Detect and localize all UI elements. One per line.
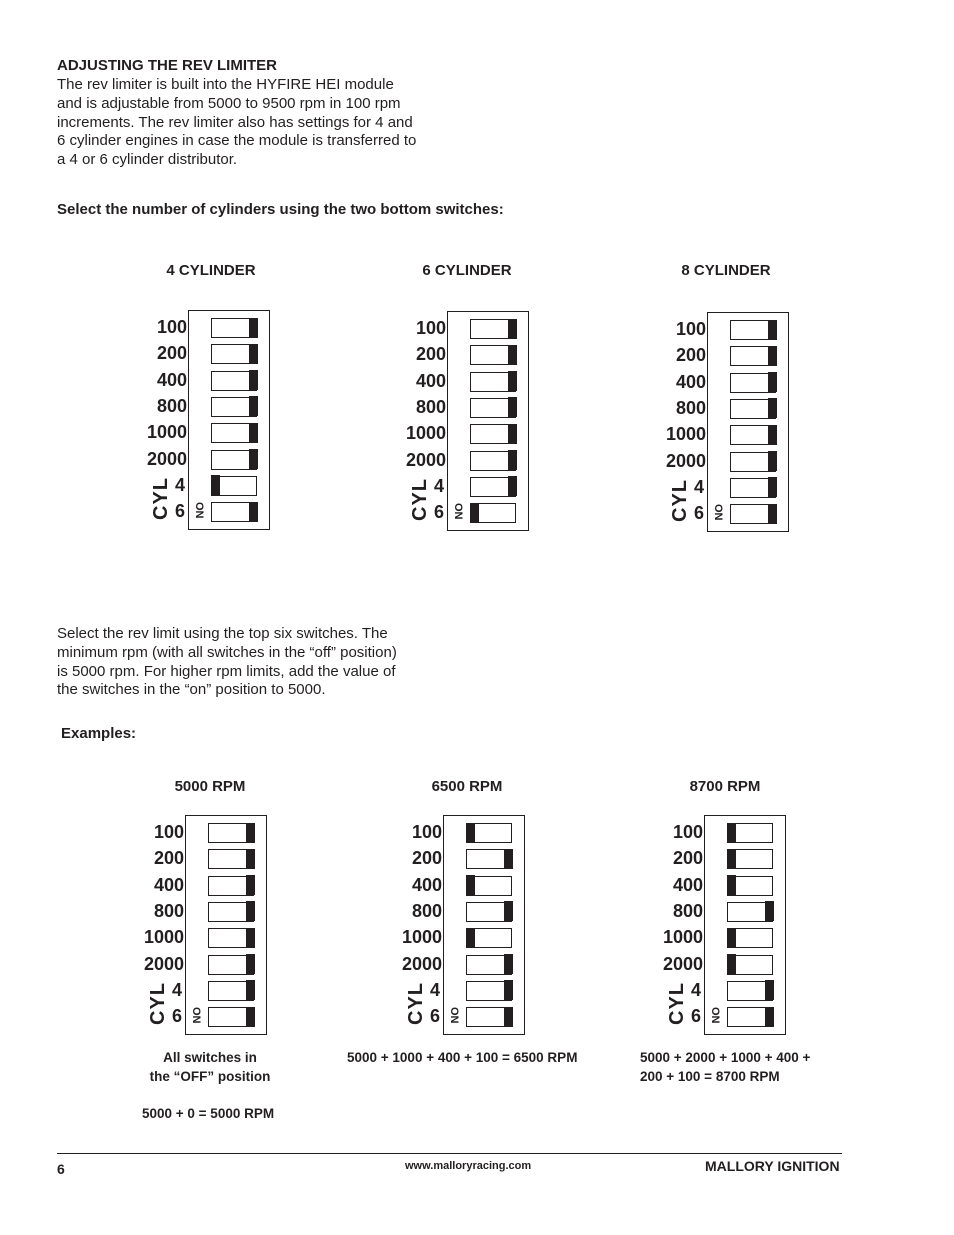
switch-value-label: 2000 (143, 953, 184, 974)
dip-switch[interactable] (466, 876, 512, 896)
dip-switch[interactable] (466, 849, 512, 869)
switch-value-label: 400 (156, 369, 187, 390)
switch-knob (508, 424, 517, 444)
dip-switch[interactable] (727, 1007, 773, 1027)
footer-brand: MALLORY IGNITION (705, 1158, 840, 1174)
switch-value-label: 2000 (146, 448, 187, 469)
dip-switch[interactable] (727, 876, 773, 896)
caption-line: the “OFF” position (149, 1069, 271, 1084)
switch-housing (704, 815, 786, 1035)
switch-knob (727, 928, 736, 948)
dip-switch[interactable] (470, 372, 516, 392)
cylinder-instruction: Select the number of cylinders using the two bottom switches: (57, 201, 504, 218)
switch-knob (470, 503, 479, 523)
switch-knob (768, 372, 777, 392)
switch-knob (768, 346, 777, 366)
cyl-label: CYL (409, 478, 431, 521)
cyl-label: CYL (147, 982, 169, 1025)
dip-switch[interactable] (211, 318, 257, 338)
switch-knob (768, 398, 777, 418)
switch-knob (249, 344, 258, 364)
switch-knob (768, 425, 777, 445)
switch-knob (508, 450, 517, 470)
switch-housing (188, 310, 270, 530)
section-title: ADJUSTING THE REV LIMITER (57, 57, 278, 74)
switch-knob (249, 423, 258, 443)
switch-knob (768, 320, 777, 340)
caption (347, 1048, 577, 1067)
switch-value-label: 2000 (665, 450, 706, 471)
switch-value-label: 200 (411, 848, 442, 869)
switch-knob (246, 928, 255, 948)
switch-knob (246, 1007, 255, 1027)
switch-value-label: 100 (675, 319, 706, 339)
switch-value-label: 400 (672, 874, 703, 895)
cylinder-label: 6 CYLINDER (422, 262, 512, 279)
dip-switch[interactable] (211, 397, 257, 417)
dip-switch[interactable] (466, 955, 512, 975)
rpm-line: Select the rev limit using the top six switches. The (57, 625, 388, 642)
cylinder-switch-label: 6 (172, 1006, 183, 1027)
switch-knob (508, 319, 517, 339)
switch-housing (447, 311, 529, 531)
cyl-label: CYL (666, 982, 688, 1025)
switch-value-label: 1000 (662, 927, 703, 948)
switch-value-label: 1000 (143, 927, 184, 948)
cylinder-switch-label: 4 (175, 474, 186, 495)
dip-switch[interactable] (466, 902, 512, 922)
switch-value-label: 800 (415, 396, 446, 417)
switch-housing (707, 312, 789, 532)
cylinder-switch-label: 6 (694, 503, 705, 524)
switch-knob (466, 928, 475, 948)
dip-switch[interactable] (730, 478, 776, 498)
dip-switch[interactable] (208, 981, 254, 1001)
switch-knob (765, 980, 774, 1000)
switch-knob (466, 875, 475, 895)
dip-switch[interactable] (470, 451, 516, 471)
on-label: ON (452, 503, 464, 520)
switch-value-label: 200 (156, 343, 187, 364)
switch-value-label: 1000 (665, 424, 706, 445)
cyl-label: CYL (669, 479, 691, 522)
dip-switch[interactable] (208, 1007, 254, 1027)
switch-value-label: 100 (672, 822, 703, 842)
switch-value-label: 1000 (401, 927, 442, 948)
dip-switch[interactable] (211, 450, 257, 470)
switch-value-label: 200 (415, 344, 446, 365)
dip-switch[interactable] (727, 849, 773, 869)
switch-value-label: 800 (411, 900, 442, 921)
caption-line: 5000 + 1000 + 400 + 100 = 6500 RPM (347, 1050, 578, 1065)
switch-housing (443, 815, 525, 1035)
rpm-label: 6500 RPM (431, 778, 503, 795)
dip-switch[interactable] (730, 320, 776, 340)
dip-switch[interactable] (208, 823, 254, 843)
rpm-line: the switches in the “on” position to 5000. (57, 681, 326, 699)
caption-sum: 5000 + 0 = 5000 RPM (142, 1106, 275, 1121)
dip-switch[interactable] (470, 477, 516, 497)
dip-switch[interactable] (727, 955, 773, 975)
cylinder-switch-label: 6 (175, 501, 186, 522)
cylinder-switch-label: 4 (172, 979, 183, 1000)
switch-knob (249, 502, 258, 522)
dip-switch[interactable] (727, 981, 773, 1001)
dip-switch[interactable] (466, 928, 512, 948)
cylinder-switch-label: 4 (430, 979, 441, 1000)
switch-knob (727, 823, 736, 843)
switch-knob (768, 504, 777, 524)
caption-line: 5000 + 2000 + 1000 + 400 + (640, 1050, 811, 1065)
examples-label: Examples: (61, 725, 137, 742)
switch-value-label: 400 (415, 370, 446, 391)
intro-line: a 4 or 6 cylinder distributor. (57, 151, 238, 169)
dip-switch[interactable] (470, 398, 516, 418)
switch-knob (211, 475, 220, 495)
switch-knob (727, 849, 736, 869)
rpm-label: 5000 RPM (174, 778, 246, 795)
dip-switch[interactable] (470, 503, 516, 523)
caption-line: All switches in (163, 1050, 257, 1065)
intro-line: and is adjustable from 5000 to 9500 rpm in 100 rpm (57, 94, 401, 112)
caption-line: 200 + 100 = 8700 RPM (640, 1069, 780, 1084)
footer-divider (57, 1153, 842, 1154)
cylinder-switch-label: 4 (434, 475, 445, 496)
cylinder-switch-label: 6 (430, 1006, 441, 1027)
cylinder-label: 4 CYLINDER (166, 262, 256, 279)
cylinder-switch-label: 6 (434, 502, 445, 523)
dip-switch[interactable] (211, 371, 257, 391)
rpm-paragraph (57, 625, 477, 700)
dip-switch[interactable] (208, 876, 254, 896)
switch-value-label: 400 (153, 874, 184, 895)
switch-knob (249, 396, 258, 416)
on-label: ON (190, 1007, 202, 1024)
dip-switch[interactable] (470, 424, 516, 444)
cylinder-label: 8 CYLINDER (681, 262, 771, 279)
dip-switch[interactable] (208, 955, 254, 975)
cyl-label: CYL (150, 477, 172, 520)
switch-knob (768, 477, 777, 497)
switch-knob (727, 954, 736, 974)
rpm-label: 8700 RPM (689, 778, 761, 795)
dip-switch-diagram (646, 815, 954, 1047)
switch-knob (249, 449, 258, 469)
dip-switch[interactable] (211, 423, 257, 443)
switch-knob (768, 451, 777, 471)
switch-housing (185, 815, 267, 1035)
on-label: ON (709, 1007, 721, 1024)
switch-knob (508, 476, 517, 496)
on-label: ON (712, 504, 724, 521)
dip-switch[interactable] (470, 345, 516, 365)
dip-switch[interactable] (727, 902, 773, 922)
intro-line: The rev limiter is built into the HYFIRE HEI module (57, 76, 394, 93)
cylinder-switch-label: 4 (694, 476, 705, 497)
caption (640, 1048, 810, 1086)
dip-switch[interactable] (727, 823, 773, 843)
switch-knob (727, 875, 736, 895)
footer-url: www.malloryracing.com (405, 1160, 532, 1172)
switch-knob (765, 1007, 774, 1027)
switch-knob (246, 823, 255, 843)
cylinder-switch-label: 6 (691, 1006, 702, 1027)
dip-switch[interactable] (470, 319, 516, 339)
switch-knob (246, 980, 255, 1000)
intro-line: increments. The rev limiter also has settings for 4 and (57, 113, 413, 131)
switch-knob (246, 954, 255, 974)
switch-knob (504, 1007, 513, 1027)
dip-switch[interactable] (730, 504, 776, 524)
switch-knob (249, 318, 258, 338)
switch-value-label: 200 (153, 848, 184, 869)
switch-value-label: 1000 (405, 423, 446, 444)
switch-value-label: 400 (411, 874, 442, 895)
switch-value-label: 800 (675, 397, 706, 418)
switch-value-label: 100 (415, 318, 446, 338)
intro-paragraph (57, 76, 477, 170)
switch-knob (249, 370, 258, 390)
caption (130, 1048, 290, 1086)
switch-knob (246, 849, 255, 869)
dip-switch[interactable] (208, 928, 254, 948)
switch-value-label: 800 (156, 395, 187, 416)
switch-knob (504, 849, 513, 869)
switch-value-label: 100 (156, 317, 187, 337)
switch-knob (246, 875, 255, 895)
switch-knob (765, 901, 774, 921)
switch-value-label: 200 (675, 345, 706, 366)
switch-knob (504, 954, 513, 974)
dip-switch[interactable] (730, 425, 776, 445)
dip-switch[interactable] (730, 346, 776, 366)
dip-switch[interactable] (208, 902, 254, 922)
page-number: 6 (57, 1161, 65, 1177)
switch-value-label: 1000 (146, 422, 187, 443)
dip-switch[interactable] (466, 981, 512, 1001)
cyl-label: CYL (405, 982, 427, 1025)
switch-knob (466, 823, 475, 843)
switch-value-label: 800 (153, 900, 184, 921)
switch-value-label: 2000 (662, 953, 703, 974)
dip-switch-diagram (649, 312, 954, 544)
dip-switch[interactable] (211, 476, 257, 496)
rpm-line: is 5000 rpm. For higher rpm limits, add the value of (57, 662, 396, 680)
cylinder-switch-label: 4 (691, 979, 702, 1000)
switch-value-label: 400 (675, 371, 706, 392)
switch-value-label: 2000 (401, 953, 442, 974)
dip-switch[interactable] (466, 1007, 512, 1027)
switch-knob (504, 901, 513, 921)
on-label: ON (448, 1007, 460, 1024)
switch-knob (508, 371, 517, 391)
intro-line: 6 cylinder engines in case the module is transferred to (57, 132, 417, 150)
dip-switch[interactable] (466, 823, 512, 843)
switch-value-label: 100 (411, 822, 442, 842)
dip-switch[interactable] (208, 849, 254, 869)
on-label: ON (193, 502, 205, 519)
dip-switch[interactable] (211, 502, 257, 522)
switch-knob (508, 345, 517, 365)
dip-switch[interactable] (211, 344, 257, 364)
switch-knob (504, 980, 513, 1000)
rpm-line: minimum rpm (with all switches in the “off” position) (57, 643, 397, 661)
switch-knob (246, 901, 255, 921)
dip-switch[interactable] (730, 373, 776, 393)
switch-value-label: 2000 (405, 449, 446, 470)
switch-value-label: 100 (153, 822, 184, 842)
dip-switch[interactable] (730, 399, 776, 419)
switch-knob (508, 397, 517, 417)
switch-value-label: 800 (672, 900, 703, 921)
dip-switch[interactable] (727, 928, 773, 948)
switch-value-label: 200 (672, 848, 703, 869)
dip-switch[interactable] (730, 452, 776, 472)
